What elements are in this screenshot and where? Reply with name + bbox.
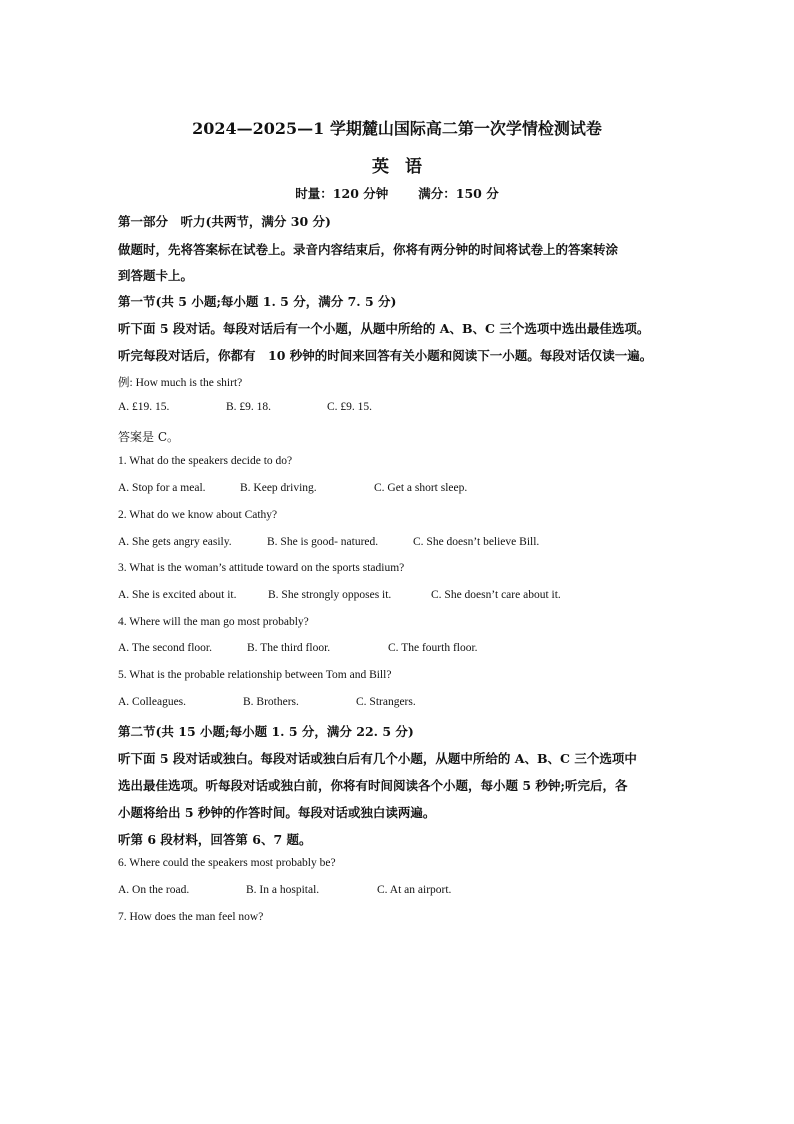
option-c: C. At an airport. — [377, 884, 452, 896]
question-3: 3. What is the woman’s attitude toward on the sports stadium? — [118, 562, 405, 574]
part1-heading: 第一部分 听力(共两节，满分 30 分) — [118, 214, 331, 229]
question-6-options — [118, 884, 451, 896]
option-a: A. Colleagues. — [118, 696, 187, 708]
example-options — [118, 401, 372, 413]
option-b: B. In a hospital. — [246, 884, 320, 896]
question-3-options — [118, 589, 561, 601]
option-c: C. £9. 15. — [327, 401, 373, 413]
question-5-options — [118, 696, 416, 708]
option-a: A. The second floor. — [118, 642, 213, 654]
option-b: B. £9. 18. — [226, 401, 272, 413]
option-a: A. Stop for a meal. — [118, 482, 206, 494]
part1-instruction-line2: 到答题卡上。 — [118, 268, 194, 283]
time-limit: 时量：120 分钟 — [295, 186, 389, 201]
section2-subheading: 听第 6 段材料，回答第 6、7 题。 — [118, 832, 312, 847]
question-1: 1. What do the speakers decide to do? — [118, 455, 293, 467]
section2-instruction-line1: 听下面 5 段对话或独白。每段对话或独白后有几个小题，从题中所给的 A、B、C 三个选项中 — [118, 751, 637, 766]
section1-instruction-line1: 听下面 5 段对话。每段对话后有一个小题，从题中所给的 A、B、C 三个选项中选出最佳选项。 — [118, 321, 650, 336]
exam-title: 2024—2025—1 学期麓山国际高二第一次学情检测试卷 — [192, 119, 602, 138]
section1-heading: 第一节(共 5 小题;每小题 1. 5 分，满分 7. 5 分) — [118, 294, 397, 309]
section2-heading: 第二节(共 15 小题;每小题 1. 5 分，满分 22. 5 分) — [118, 724, 414, 739]
option-a: A. She gets angry easily. — [118, 536, 232, 548]
example-question: 例: How much is the shirt? — [118, 377, 243, 389]
subject-title: 英语 — [372, 157, 438, 177]
option-b: B. Keep driving. — [240, 482, 317, 494]
exam-meta — [0, 184, 794, 202]
option-c: C. She doesn’t believe Bill. — [413, 536, 540, 548]
question-2-options — [118, 536, 539, 548]
option-a: A. On the road. — [118, 884, 190, 896]
question-4: 4. Where will the man go most probably? — [118, 616, 309, 628]
option-c: C. Strangers. — [356, 696, 416, 708]
option-b: B. Brothers. — [243, 696, 299, 708]
option-a: A. £19. 15. — [118, 401, 170, 413]
question-6: 6. Where could the speakers most probably be? — [118, 857, 336, 869]
part1-instruction-line1: 做题时，先将答案标在试卷上。录音内容结束后，你将有两分钟的时间将试卷上的答案转涂 — [118, 242, 619, 257]
option-c: C. She doesn’t care about it. — [431, 589, 561, 601]
section2-instruction-line3: 小题将给出 5 秒钟的作答时间。每段对话或独白读两遍。 — [118, 805, 436, 820]
option-b: B. She strongly opposes it. — [268, 589, 392, 601]
question-1-options — [118, 482, 467, 494]
example-answer: 答案是 C。 — [118, 430, 179, 444]
full-score: 满分：150 分 — [418, 186, 499, 201]
option-b: B. The third floor. — [247, 642, 331, 654]
option-a: A. She is excited about it. — [118, 589, 237, 601]
section2-instruction-line2: 选出最佳选项。听每段对话或独白前，你将有时间阅读各个小题，每小题 5 秒钟;听完后，各 — [118, 778, 628, 793]
question-4-options — [118, 642, 478, 654]
option-c: C. The fourth floor. — [388, 642, 478, 654]
option-c: C. Get a short sleep. — [374, 482, 468, 494]
question-7: 7. How does the man feel now? — [118, 911, 264, 923]
question-2: 2. What do we know about Cathy? — [118, 509, 278, 521]
question-5: 5. What is the probable relationship between Tom and Bill? — [118, 669, 392, 681]
option-b: B. She is good- natured. — [267, 536, 379, 548]
section1-instruction-line2: 听完每段对话后，你都有 10 秒钟的时间来回答有关小题和阅读下一小题。每段对话仅读一遍。 — [118, 348, 653, 363]
